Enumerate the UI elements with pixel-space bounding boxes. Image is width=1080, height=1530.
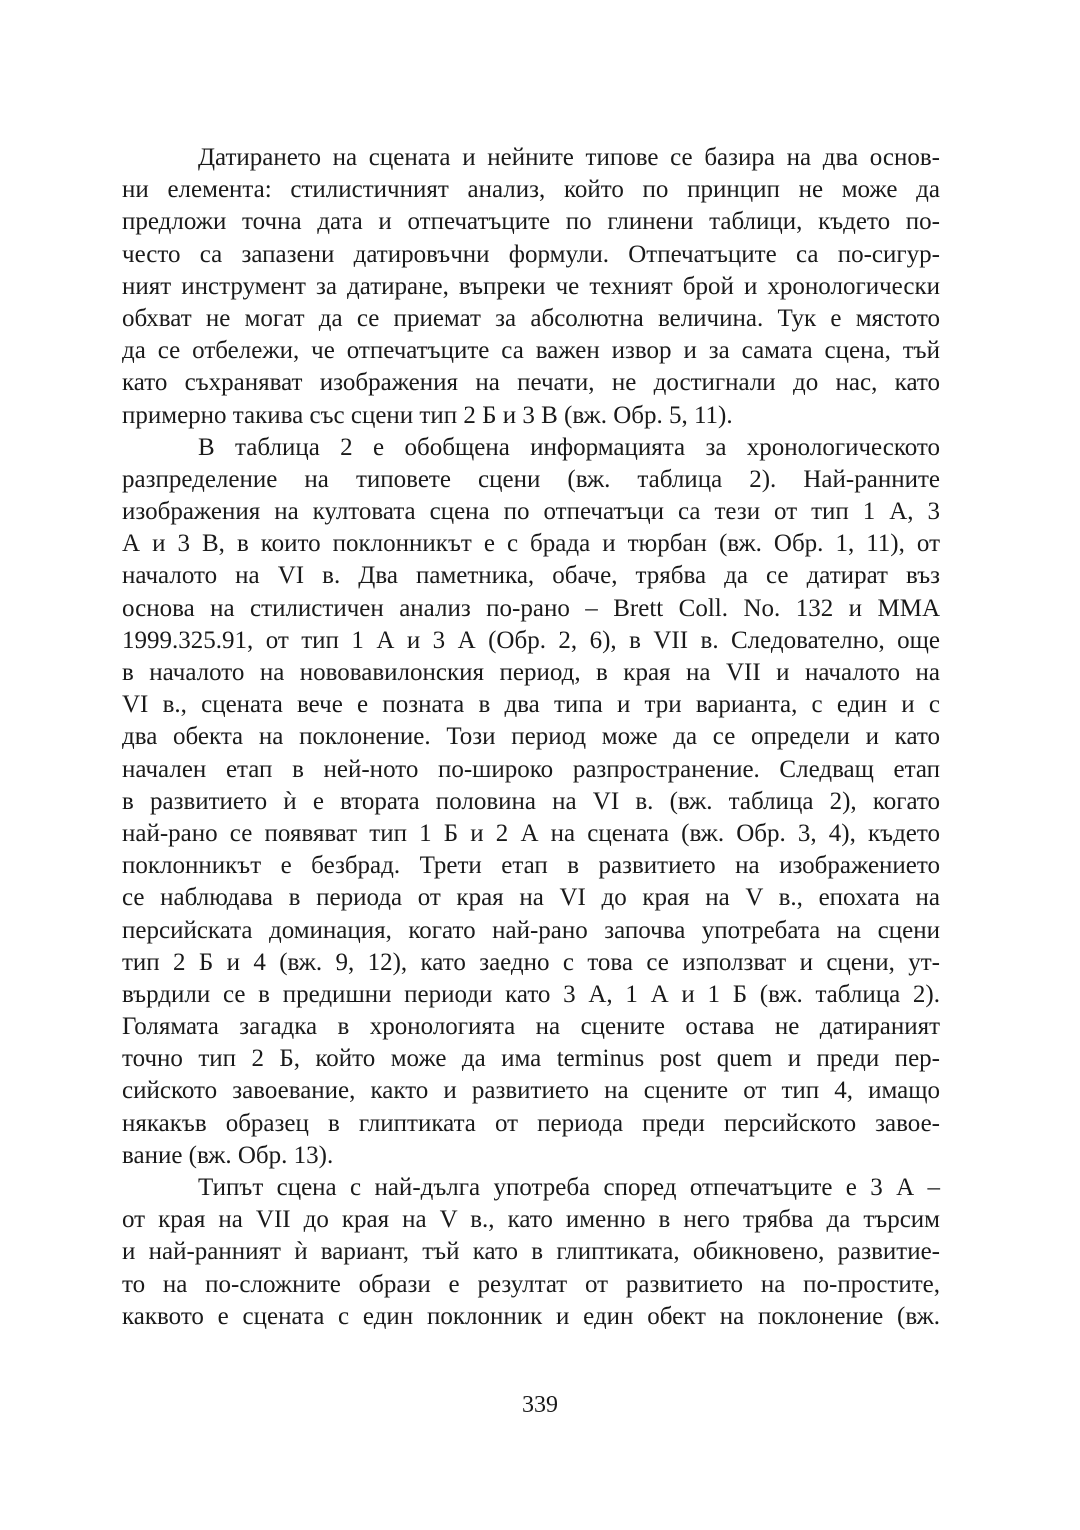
- text-line: разпределение на типовете сцени (вж. таблица 2). Най-ранните: [122, 465, 940, 493]
- text-line: ният инструмент за датиране, въпреки че техният брой и хронологически: [122, 272, 940, 300]
- text-line: основа на стилистичен анализ по-рано – Brett Coll. No. 132 и MMA: [122, 594, 940, 622]
- text-line: два обекта на поклонение. Този период може да се определи и като: [122, 723, 940, 751]
- text-line: 1999.325.91, от тип 1 А и 3 А (Обр. 2, 6), в VII в. Следователно, още: [122, 626, 940, 654]
- text-line: тип 2 Б и 4 (вж. 9, 12), като заедно с това се използват и сцени, ут-: [122, 948, 940, 976]
- text-line: примерно такива със сцени тип 2 Б и 3 В (вж. Обр. 5, 11).: [122, 401, 733, 429]
- text-line: върдили се в предишни периоди като 3 А, 1 А и 1 Б (вж. таблица 2).: [122, 980, 940, 1008]
- text-line: началото на VI в. Два паметника, обаче, трябва да се датират въз: [122, 562, 940, 590]
- text-line: най-рано се появяват тип 1 Б и 2 А на сцената (вж. Обр. 3, 4), където: [122, 819, 940, 847]
- text-line: Датирането на сцената и нейните типове се базира на два основ-: [198, 144, 940, 171]
- body-text: [122, 142, 940, 1333]
- text-line: и най-ранният ѝ вариант, тъй като в глиптиката, обикновено, развитие-: [122, 1238, 940, 1266]
- text-line: да се отбележи, че отпечатъците са важен извор и за самата сцена, тъй: [122, 337, 940, 365]
- text-line: Типът сцена с най-дълга употреба според отпечатъците е 3 А –: [198, 1174, 940, 1201]
- paragraph-3: [122, 1172, 940, 1333]
- text-line: се наблюдава в периода от края на VI до края на V в., епохата на: [122, 884, 940, 912]
- text-line: то на по-сложните образи е резултат от развитието на по-простите,: [122, 1270, 940, 1298]
- text-line: като съхраняват изображения на печати, не достигнали до нас, като: [122, 369, 940, 397]
- page-number: 339: [522, 1392, 558, 1418]
- text-line: в развитието ѝ е втората половина на VI в. (вж. таблица 2), когато: [122, 787, 940, 815]
- text-line: от края на VII до края на V в., като именно в него трябва да търсим: [122, 1206, 940, 1234]
- text-line: Голямата загадка в хронологията на сцените остава не датираният: [122, 1013, 940, 1041]
- text-line: персийската доминация, когато най-рано започва употребата на сцени: [122, 916, 940, 944]
- text-line: ни елемента: стилистичният анализ, който по принцип не може да: [122, 176, 940, 204]
- text-line: обхват не могат да се приемат за абсолютна величина. Тук е мястото: [122, 304, 940, 332]
- text-line: точно тип 2 Б, който може да има terminus post quem и преди пер-: [122, 1045, 940, 1073]
- text-line: вание (вж. Обр. 13).: [122, 1141, 334, 1169]
- text-line: в началото на нововавилонския период, в края на VII и началото на: [122, 659, 940, 686]
- text-line: някакъв образец в глиптиката от периода преди персийското завое-: [122, 1109, 940, 1137]
- text-line: каквото е сцената с един поклонник и един обект на поклонение (вж.: [122, 1302, 940, 1330]
- paragraph-2: [122, 432, 940, 1172]
- text-line: често са запазени датировъчни формули. Отпечатъците са по-сигур-: [122, 240, 940, 268]
- text-line: В таблица 2 е обобщена информацията за хронологическото: [198, 433, 940, 461]
- text-line: сийското завоевание, както и развитието на сцените от тип 4, имащо: [122, 1077, 940, 1105]
- text-line: А и 3 В, в които поклонникът е с брада и тюрбан (вж. Обр. 1, 11), от: [122, 530, 940, 558]
- paragraph-1: [122, 142, 940, 432]
- text-line: начален етап в ней-ното по-широко разпространение. Следващ етап: [122, 755, 940, 783]
- text-line: изображения на култовата сцена по отпечатъци са тези от тип 1 А, 3: [122, 498, 940, 526]
- text-line: поклонникът е безбрад. Трети етап в развитието на изображението: [122, 852, 940, 880]
- text-line: VI в., сцената вече е позната в два типа и три варианта, с един и с: [122, 691, 940, 719]
- text-line: предложи точна дата и отпечатъците по глинени таблици, където по-: [122, 208, 940, 236]
